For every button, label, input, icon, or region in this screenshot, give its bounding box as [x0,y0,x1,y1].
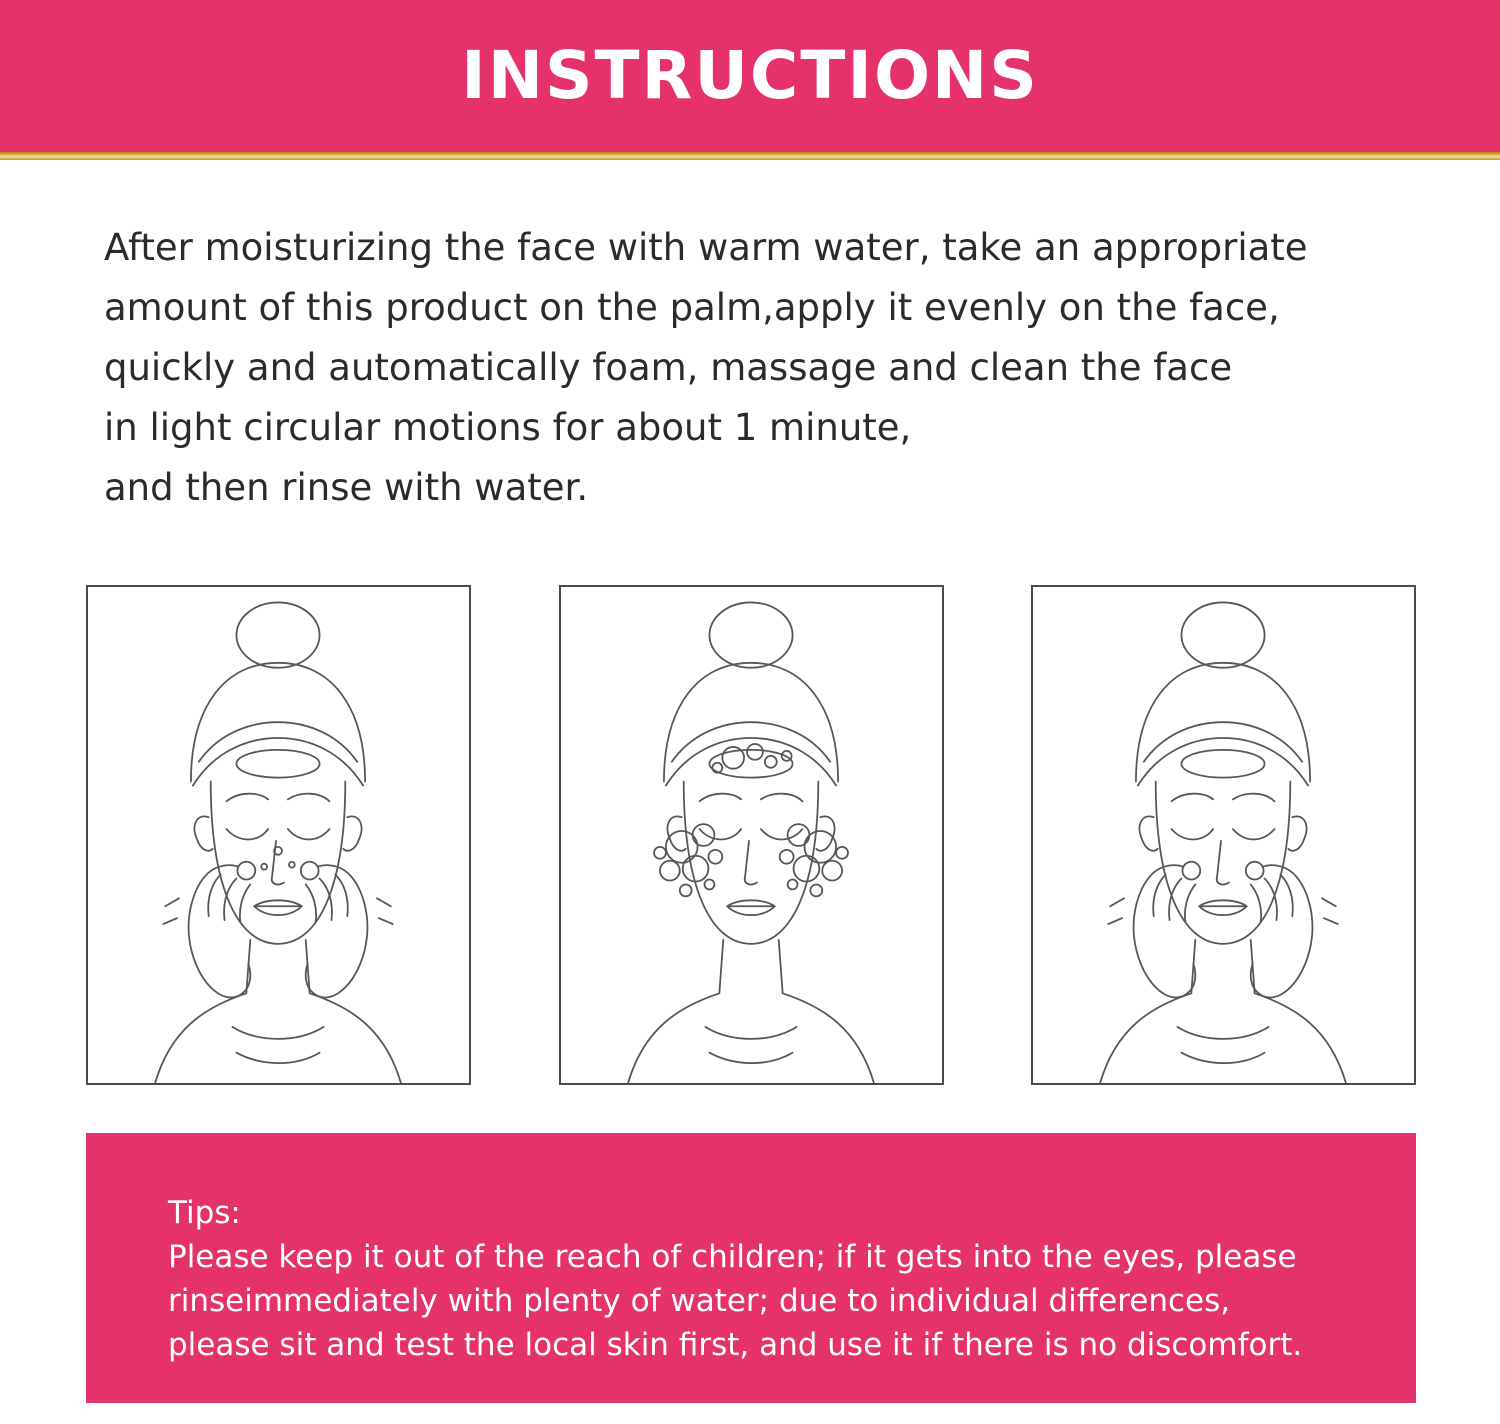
instructions-line: and then rinse with water. [104,466,589,509]
tips-line: please sit and test the local skin first, and use it if there is no discomfort. [168,1327,1303,1363]
woman-foam-bubbles-face-icon [561,587,942,1083]
step-1-apply-panel [86,585,471,1085]
instructions-line: in light circular motions for about 1 minute, [104,406,912,449]
tips-line: Please keep it out of the reach of children; if it gets into the eyes, please [168,1239,1297,1275]
instructions-text [104,218,1424,518]
tips-label: Tips: [168,1195,241,1231]
gold-divider [0,152,1500,160]
tips-line: rinseimmediately with plenty of water; due to individual differences, [168,1283,1231,1319]
page-title: INSTRUCTIONS [461,37,1039,114]
step-2-foam-panel [559,585,944,1085]
header-banner [0,0,1500,152]
instructions-line: After moisturizing the face with warm water, take an appropriate [104,226,1308,269]
woman-massaging-face-icon [1033,587,1414,1083]
instructions-line: amount of this product on the palm,apply it evenly on the face, [104,286,1280,329]
step-3-massage-panel [1031,585,1416,1085]
woman-applying-product-face-icon [88,587,469,1083]
tips-box [86,1133,1416,1403]
instructions-line: quickly and automatically foam, massage and clean the face [104,346,1233,389]
illustration-panels [86,585,1416,1085]
tips-text [168,1235,1346,1367]
